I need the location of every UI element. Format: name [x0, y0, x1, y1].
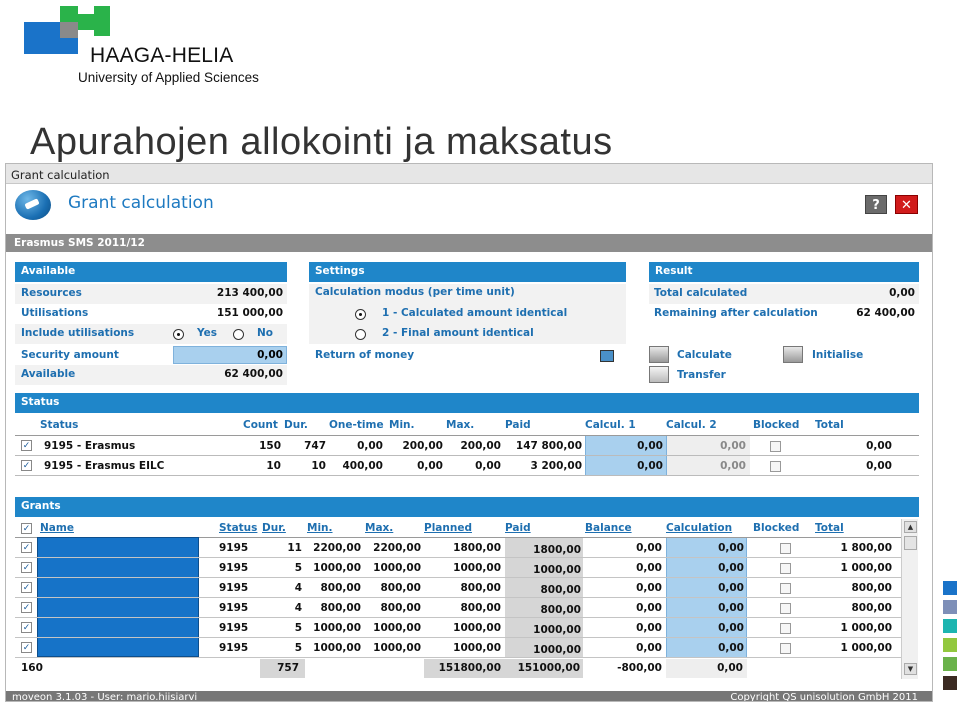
modus-option-1-label: 1 - Calculated amount identical — [382, 307, 568, 319]
calculate-button[interactable]: Calculate — [677, 349, 732, 361]
grant-row-blocked-checkbox[interactable] — [780, 563, 791, 574]
grant-row-min: 2200,00 — [313, 542, 361, 554]
grant-row-paid: 800,00 — [540, 584, 581, 596]
logo-square — [42, 22, 60, 38]
logo-square — [60, 38, 78, 54]
close-button[interactable]: ✕ — [895, 195, 918, 214]
result-header: Result — [649, 262, 919, 282]
status-bar — [6, 691, 932, 702]
transfer-icon[interactable] — [649, 366, 669, 383]
status-header: Status — [15, 393, 919, 413]
grants-total-count: 160 — [21, 662, 43, 674]
status-col-count: Count — [243, 419, 278, 431]
grant-row-balance: 0,00 — [636, 582, 662, 594]
grants-col-dur[interactable]: Dur. — [262, 522, 286, 534]
transfer-button[interactable]: Transfer — [677, 369, 726, 381]
status-row-count: 150 — [259, 440, 281, 452]
grant-row-total: 1 000,00 — [840, 642, 892, 654]
grants-col-planned[interactable]: Planned — [424, 522, 472, 534]
grant-row-checkbox[interactable]: ✓ — [22, 603, 31, 613]
grant-row-planned: 1000,00 — [453, 622, 501, 634]
divider — [15, 617, 901, 618]
status-col-max: Max. — [446, 419, 475, 431]
deco-square — [943, 581, 957, 595]
logo-square — [60, 22, 78, 38]
status-col-dur: Dur. — [284, 419, 308, 431]
grant-row-balance: 0,00 — [636, 642, 662, 654]
deco-square — [943, 657, 957, 671]
grants-select-all-checkbox[interactable]: ✓ — [22, 524, 31, 534]
status-col-calcul2: Calcul. 2 — [666, 419, 717, 431]
divider — [15, 577, 901, 578]
grant-row-calc: 0,00 — [718, 642, 744, 654]
status-row-min: 0,00 — [417, 460, 443, 472]
available-header: Available — [15, 262, 287, 282]
grant-row-blocked-checkbox[interactable] — [780, 623, 791, 634]
grant-row-min: 800,00 — [320, 582, 361, 594]
status-row-name: 9195 - Erasmus — [44, 440, 136, 452]
grant-row-total: 1 000,00 — [840, 562, 892, 574]
settings-header: Settings — [309, 262, 626, 282]
grant-row-total: 800,00 — [851, 602, 892, 614]
logo-subtitle: University of Applied Sciences — [78, 70, 259, 85]
remaining-label: Remaining after calculation — [654, 307, 818, 319]
logo-title: HAAGA-HELIA — [90, 44, 234, 67]
calculation-modus-label: Calculation modus (per time unit) — [315, 286, 515, 298]
deco-square — [943, 600, 957, 614]
grants-scrollbar[interactable] — [901, 519, 918, 679]
grant-row-status: 9195 — [219, 642, 249, 654]
project-bar: Erasmus SMS 2011/12 — [6, 234, 932, 252]
status-row-total: 0,00 — [866, 460, 892, 472]
grant-row-paid: 1000,00 — [533, 644, 581, 656]
grant-row-min: 800,00 — [320, 602, 361, 614]
divider — [15, 657, 901, 658]
scroll-up-icon[interactable]: ▲ — [904, 521, 917, 533]
grant-row-total: 800,00 — [851, 582, 892, 594]
grant-row-balance: 0,00 — [636, 602, 662, 614]
resources-label: Resources — [21, 287, 82, 299]
grant-row-status: 9195 — [219, 622, 249, 634]
remaining-value: 62 400,00 — [856, 307, 915, 319]
grant-row-calc: 0,00 — [718, 622, 744, 634]
grant-row-checkbox[interactable]: ✓ — [22, 623, 31, 633]
status-row-paid: 147 800,00 — [515, 440, 582, 452]
modus-option-2-radio[interactable] — [355, 329, 366, 340]
initialise-button[interactable]: Initialise — [812, 349, 864, 361]
divider — [15, 597, 901, 598]
status-row-calc2: 0,00 — [720, 440, 746, 452]
status-col-blocked: Blocked — [753, 419, 800, 431]
grant-row-dur: 5 — [294, 562, 302, 574]
window-titlebar: Grant calculation — [6, 164, 932, 184]
grant-row-min: 1000,00 — [313, 642, 361, 654]
grant-row-max: 1000,00 — [373, 622, 421, 634]
grants-total-calc: 0,00 — [717, 662, 743, 674]
scroll-down-icon[interactable]: ▼ — [904, 663, 917, 675]
logo-square — [78, 14, 94, 30]
security-amount-label: Security amount — [21, 349, 119, 361]
calculate-icon[interactable] — [649, 346, 669, 363]
grant-row-dur: 5 — [294, 642, 302, 654]
available-value: 62 400,00 — [224, 368, 283, 380]
grant-row-paid: 800,00 — [540, 604, 581, 616]
status-row-dur: 747 — [304, 440, 326, 452]
security-amount-input[interactable]: 0,00 — [173, 346, 287, 364]
status-col-min: Min. — [389, 419, 415, 431]
grants-total-paid: 151000,00 — [517, 662, 580, 674]
grant-row-checkbox[interactable]: ✓ — [22, 543, 31, 553]
return-of-money-label: Return of money — [315, 349, 415, 361]
grant-row-planned: 800,00 — [460, 602, 501, 614]
modus-option-1-radio[interactable] — [355, 309, 366, 320]
logo-square — [42, 38, 60, 54]
total-calculated-label: Total calculated — [654, 287, 748, 299]
status-row-onetime: 400,00 — [342, 460, 383, 472]
grant-row-min: 1000,00 — [313, 562, 361, 574]
grant-row-status: 9195 — [219, 562, 249, 574]
grant-row-blocked-checkbox[interactable] — [780, 603, 791, 614]
return-of-money-toggle[interactable] — [600, 350, 614, 362]
slide-title: Apurahojen allokointi ja maksatus — [30, 121, 613, 163]
modus-option-2-label: 2 - Final amount identical — [382, 327, 534, 339]
grant-row-max: 1000,00 — [373, 642, 421, 654]
logo-square — [94, 6, 110, 22]
grant-row-checkbox[interactable]: ✓ — [22, 643, 31, 653]
deco-square — [943, 676, 957, 690]
scroll-thumb[interactable] — [904, 536, 917, 550]
grant-row-total: 1 000,00 — [840, 622, 892, 634]
status-row-blocked-checkbox[interactable] — [770, 441, 781, 452]
status-col-status: Status — [40, 419, 79, 431]
status-col-paid: Paid — [505, 419, 531, 431]
grants-col-blocked: Blocked — [753, 522, 800, 534]
grant-row-dur: 4 — [294, 582, 302, 594]
status-row-calc1: 0,00 — [637, 460, 663, 472]
grant-row-planned: 1000,00 — [453, 562, 501, 574]
grant-row-total: 1 800,00 — [840, 542, 892, 554]
grant-row-max: 800,00 — [380, 582, 421, 594]
include-no-radio[interactable] — [233, 329, 244, 340]
grant-row-checkbox[interactable]: ✓ — [22, 563, 31, 573]
grant-row-status: 9195 — [219, 602, 249, 614]
logo-square — [24, 22, 42, 38]
grant-row-paid: 1800,00 — [533, 544, 581, 556]
grant-row-paid: 1000,00 — [533, 624, 581, 636]
footer-user-info: moveon 3.1.03 - User: mario.hiisiarvi — [12, 692, 198, 702]
utilisations-value: 151 000,00 — [216, 307, 283, 319]
grant-row-status: 9195 — [219, 582, 249, 594]
divider — [15, 637, 901, 638]
divider — [15, 557, 901, 558]
divider — [15, 475, 919, 476]
grant-row-checkbox[interactable]: ✓ — [22, 583, 31, 593]
grant-row-planned: 1000,00 — [453, 642, 501, 654]
total-calculated-value: 0,00 — [889, 287, 915, 299]
decorative-squares — [943, 581, 957, 695]
deco-square — [943, 619, 957, 633]
grant-row-blocked-checkbox[interactable] — [780, 643, 791, 654]
window-heading: Grant calculation — [68, 193, 214, 213]
grant-row-blocked-checkbox[interactable] — [780, 583, 791, 594]
logo-square — [94, 22, 110, 36]
grant-row-planned: 1800,00 — [453, 542, 501, 554]
status-row-max: 0,00 — [475, 460, 501, 472]
grant-calculation-window — [5, 163, 933, 702]
logo-square — [60, 6, 78, 22]
status-row-min: 200,00 — [402, 440, 443, 452]
grants-col-name[interactable]: Name — [40, 522, 74, 534]
grant-row-balance: 0,00 — [636, 542, 662, 554]
grants-col-paid[interactable]: Paid — [505, 522, 531, 534]
include-yes-label: Yes — [197, 327, 218, 339]
grant-row-planned: 800,00 — [460, 582, 501, 594]
grant-row-status: 9195 — [219, 542, 249, 554]
grant-row-calc: 0,00 — [718, 602, 744, 614]
grant-row-balance: 0,00 — [636, 562, 662, 574]
resources-value: 213 400,00 — [216, 287, 283, 299]
status-row-max: 200,00 — [460, 440, 501, 452]
grant-row-dur: 4 — [294, 602, 302, 614]
grants-col-status[interactable]: Status — [219, 522, 258, 534]
available-label: Available — [21, 368, 76, 380]
grant-row-max: 800,00 — [380, 602, 421, 614]
grants-total-planned: 151800,00 — [438, 662, 501, 674]
app-logo-icon — [15, 190, 51, 220]
grant-row-calc: 0,00 — [718, 542, 744, 554]
grants-col-min[interactable]: Min. — [307, 522, 333, 534]
status-col-total: Total — [815, 419, 844, 431]
grant-row-calc: 0,00 — [718, 562, 744, 574]
grant-row-max: 1000,00 — [373, 562, 421, 574]
grant-row-max: 2200,00 — [373, 542, 421, 554]
initialise-icon[interactable] — [783, 346, 803, 363]
grants-col-calculation[interactable]: Calculation — [666, 522, 733, 534]
grant-row-paid: 1000,00 — [533, 564, 581, 576]
grants-col-max[interactable]: Max. — [365, 522, 394, 534]
status-row-count: 10 — [266, 460, 281, 472]
utilisations-label: Utilisations — [21, 307, 89, 319]
grants-col-total[interactable]: Total — [815, 522, 844, 534]
status-row-paid: 3 200,00 — [530, 460, 582, 472]
status-row-total: 0,00 — [866, 440, 892, 452]
status-row-calc1: 0,00 — [637, 440, 663, 452]
logo-square — [24, 38, 42, 54]
status-row-name: 9195 - Erasmus EILC — [44, 460, 165, 472]
help-button[interactable]: ? — [865, 195, 887, 214]
status-col-onetime: One-time — [329, 419, 384, 431]
status-row-calc2: 0,00 — [720, 460, 746, 472]
footer-copyright: Copyright QS unisolution GmbH 2011 — [730, 692, 918, 702]
include-no-label: No — [257, 327, 274, 339]
include-yes-radio[interactable] — [173, 329, 184, 340]
grant-row-dur: 5 — [294, 622, 302, 634]
grants-header: Grants — [15, 497, 919, 517]
status-row-checkbox[interactable]: ✓ — [22, 441, 31, 451]
status-row-dur: 10 — [311, 460, 326, 472]
grants-total-dur: 757 — [277, 662, 299, 674]
grant-row-calc: 0,00 — [718, 582, 744, 594]
divider — [15, 435, 919, 436]
status-row-onetime: 0,00 — [357, 440, 383, 452]
divider — [15, 455, 919, 456]
grant-row-dur: 11 — [287, 542, 302, 554]
include-utilisations-label: Include utilisations — [21, 327, 135, 339]
status-row-checkbox[interactable]: ✓ — [22, 461, 31, 471]
status-row-blocked-checkbox[interactable] — [770, 461, 781, 472]
grant-row-balance: 0,00 — [636, 622, 662, 634]
grant-row-blocked-checkbox[interactable] — [780, 543, 791, 554]
grant-row-min: 1000,00 — [313, 622, 361, 634]
deco-square — [943, 638, 957, 652]
status-col-calcul1: Calcul. 1 — [585, 419, 636, 431]
grants-total-balance: -800,00 — [617, 662, 662, 674]
grants-col-balance[interactable]: Balance — [585, 522, 632, 534]
